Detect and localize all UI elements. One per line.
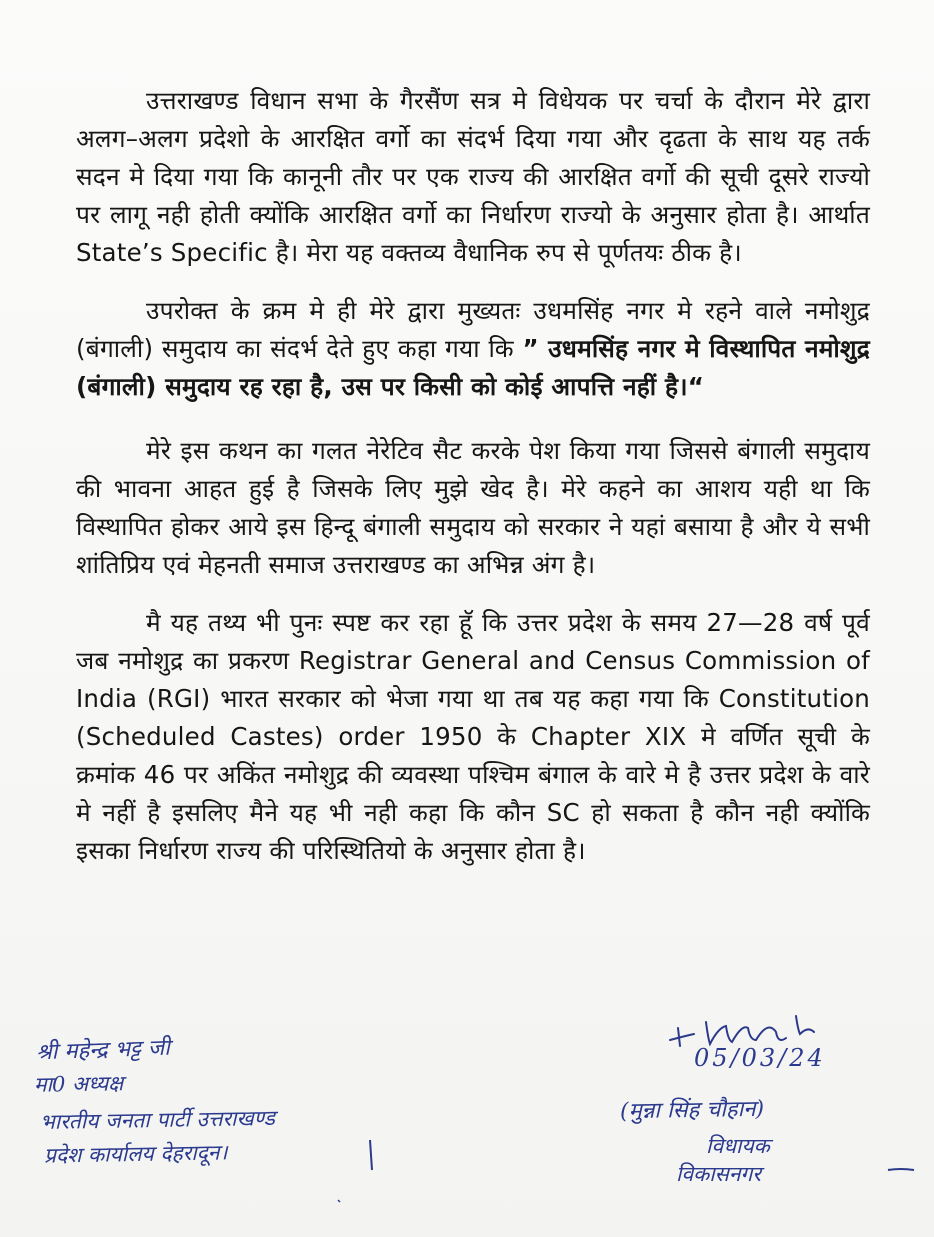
addressee-name: श्री महेन्द्र भट्ट जी [35,1035,171,1066]
letter-body [76,82,870,890]
paragraph-spacer [76,406,870,432]
signature-date: 05/03/24 [694,1044,826,1072]
addressee-party: भारतीय जनता पार्टी उत्तराखण्ड [39,1105,276,1135]
paragraph-namoshudra-reference [76,292,870,406]
paragraph-regret: मेरे इस कथन का गलत नेरेटिव सैट करके पेश किया गया जिससे बंगाली समुदाय की भावना आहत हुई है जिसके लिए मुझे खेद है। मेरे कहने का आशय यही था कि विस्थापित होकर आये इस हिन्दू बंगाली समुदाय को सरकार ने यहां बसाया है और ये सभी शांतिप्रिय एवं मेहनती समाज उत्तराखण्ड का अभिन्न अंग है। [76,436,870,579]
paragraph-session-discussion: उत्तराखण्ड विधान सभा के गैरसैंण सत्र मे विधेयक पर चर्चा के दौरान मेरे द्वारा अलग–अलग प्रदेशो के आरक्षित वर्गो का संदर्भ दिया गया और दृढता के साथ यह तर्क सदन मे दिया गया कि कानूनी तौर पर एक राज्य की आरक्षित वर्गो की सूची दूसरे राज्यो पर लागू नही होती क्योंकि आरक्षित वर्गो का निर्धारण राज्यो के अनुसार होता है। आर्थात State’s Specific है। मेरा यह वक्तव्य वैधानिक रुप से पूर्णतयः ठीक है। [76,86,870,267]
addressee-block [30,1030,430,1230]
addressee-office: प्रदेश कार्यालय देहरादून। [43,1140,228,1168]
paragraph-clarification: मै यह तथ्य भी पुनः स्पष्ट कर रहा हूॅ कि उत्तर प्रदेश के समय 27—28 वर्ष पूर्व जब नमोशुद्र का प्रकरण Registrar General and Census Commission of India (RGI) भारत सरकार को भेजा गया था तब यह कहा गया कि Constitution (Scheduled Castes) order 1950 के Chapter XIX मे वर्णित सूची के क्रमांक 46 पर अकिंत नमोशुद्र की व्यवस्था पश्चिम बंगाल के वारे मे है उत्तर प्रदेश के वारे मे नहीं है इसलिए मैने यह भी नही कहा कि कौन SC हो सकता है कौन नही क्योंकि इसका निर्धारण राज्य की परिस्थितियो के अनुसार होता है। [76,608,870,865]
addressee-designation: मा0 अध्यक्ष [33,1071,124,1097]
addressee-pen-strokes [30,1030,430,1230]
signature-constituency: विकासनगर [676,1162,761,1186]
signature-block [610,1010,920,1230]
signature-title: विधायक [706,1134,770,1158]
signature-name: (मुन्ना सिंह चौहान) [619,1096,765,1125]
paragraph-namoshudra-quote: ” उधमसिंह नगर मे विस्थापित नमोशुद्र (बंगाली) समुदाय रह रहा है, उस पर किसी को कोई आपत्ति नहीं है।“ [76,334,871,401]
paragraph-namoshudra-intro: उपरोक्त के क्रम मे ही मेरे द्वारा मुख्यतः उधमसिंह नगर मे रहने वाले नमोशुद्र (बंगाली) समुदाय का संदर्भ देते हुए कहा गया कि [76,296,870,363]
